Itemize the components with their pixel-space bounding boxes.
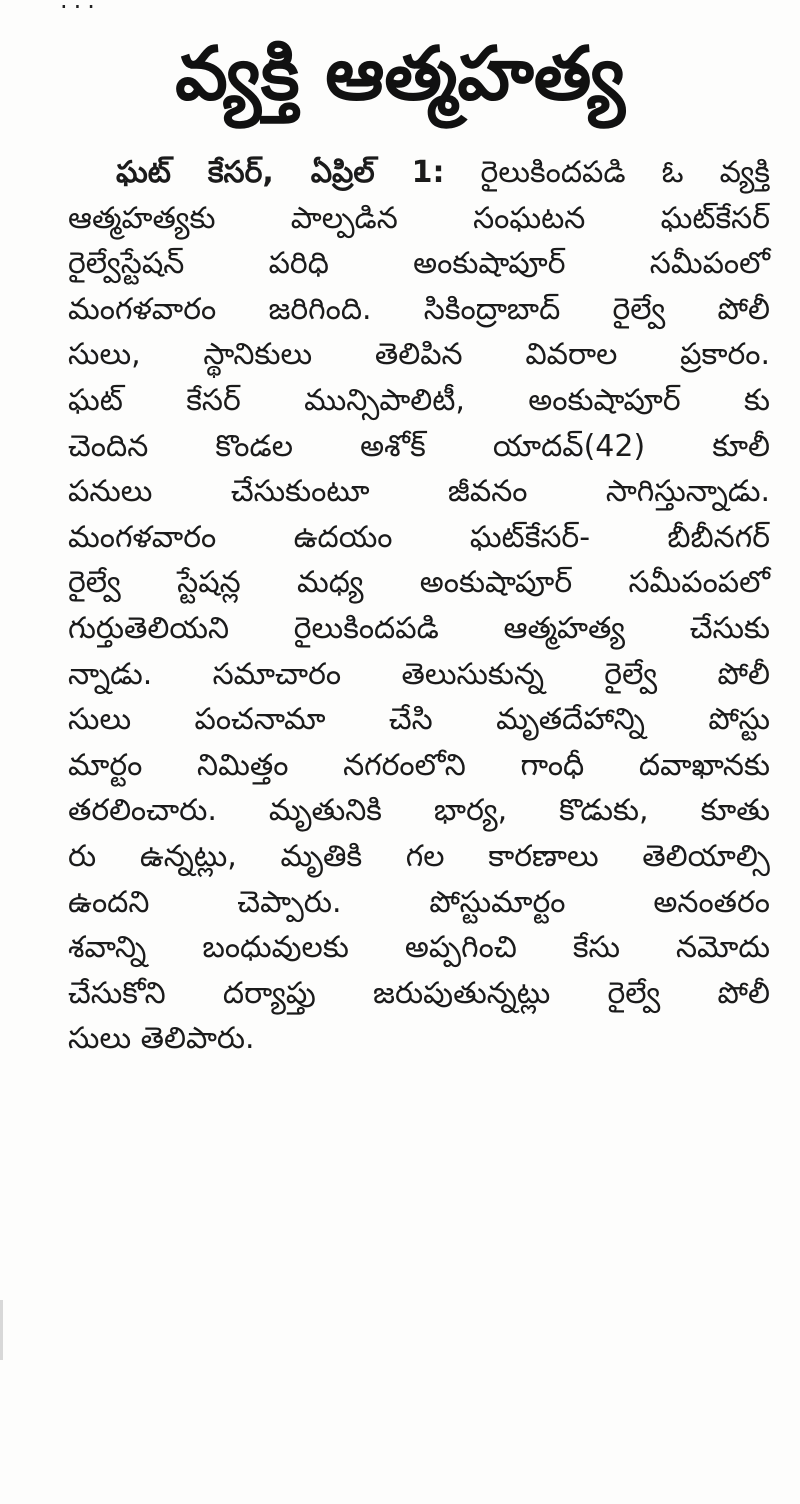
article-line: ఘట్ కేసర్ మున్సిపాలిటీ, అంకుషాపూర్ కు xyxy=(68,382,770,418)
article-line: రైల్వే స్టేషన్ల మధ్య అంకుషాపూర్ సమీపంపలో xyxy=(68,565,770,601)
article-line: పనులు చేసుకుంటూ జీవనం సాగిస్తున్నాడు. xyxy=(68,474,770,510)
article-line: న్నాడు. సమాచారం తెలుసుకున్న రైల్వే పోలీ xyxy=(68,656,770,692)
article-line: చేసుకోని దర్యాప్తు జరుపుతున్నట్లు రైల్వే పోలీ xyxy=(68,975,770,1011)
article-line: చెందిన కొండల అశోక్ యాదవ్(42) కూలీ xyxy=(68,428,770,464)
article-line: మంగళవారం జరిగింది. సికింద్రాబాద్ రైల్వే పోలీ xyxy=(68,291,770,327)
article-line-text: రైలుకిందపడి ఓ వ్యక్తి xyxy=(444,155,770,190)
article-line: శవాన్ని బంధువులకు అప్పగించి కేసు నమోదు xyxy=(68,930,770,966)
headline: వ్యక్తి ఆత్మహత్య xyxy=(175,31,625,117)
article-line: ఉందని చెప్పారు. పోస్టుమార్టం అనంతరం xyxy=(68,884,770,920)
article-line: గుర్తుతెలియని రైలుకిందపడి ఆత్మహత్య చేసుకు xyxy=(68,610,770,646)
article-line-last: సులు తెలిపారు. xyxy=(68,1021,255,1057)
article-line: సులు, స్థానికులు తెలిపిన వివరాల ప్రకారం. xyxy=(68,337,770,373)
cut-off-text: ... xyxy=(60,0,101,14)
article-line: ఆత్మహత్యకు పాల్పడిన సంఘటన ఘట్‌కేసర్ xyxy=(68,200,770,236)
article-line: రైల్వేస్టేషన్ పరిధి అంకుషాపూర్ సమీపంలో xyxy=(68,246,770,282)
article-line xyxy=(68,150,770,196)
cut-off-previous-line xyxy=(60,0,760,14)
article-line: రు ఉన్నట్లు, మృతికి గల కారణాలు తెలియాల్సి xyxy=(68,838,770,874)
dateline: ఘట్ కేసర్, ఏప్రిల్ 1: xyxy=(116,155,445,190)
article-line: మార్టం నిమిత్తం నగరంలోని గాంధీ దవాఖానకు xyxy=(68,747,770,783)
article-line: సులు పంచనామా చేసి మృతదేహాన్ని పోస్టు xyxy=(68,702,770,738)
scan-edge-mark xyxy=(0,1300,3,1360)
article-line: మంగళవారం ఉదయం ఘట్‌కేసర్- బీబీనగర్ xyxy=(68,519,770,555)
article-body xyxy=(68,150,770,1062)
article-line: తరలించారు. మృతునికి భార్య, కొడుకు, కూతు xyxy=(68,793,770,829)
